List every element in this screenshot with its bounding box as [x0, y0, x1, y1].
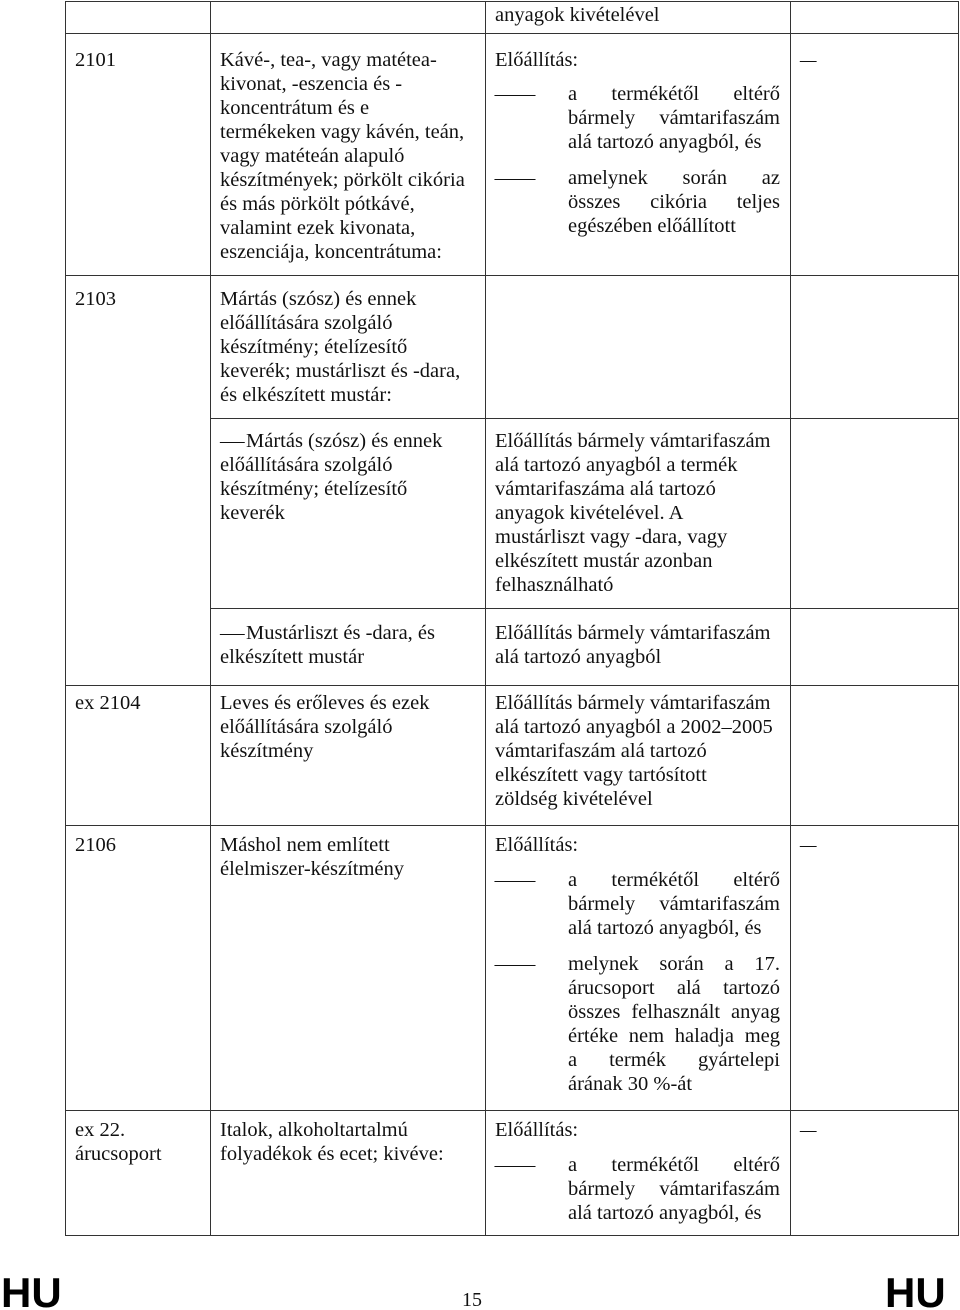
page-number: 15: [462, 1289, 482, 1310]
description-line: valamint ezek kivonata,: [220, 217, 416, 239]
rule-line: a termékétől eltérő: [568, 1154, 780, 1176]
table-row-2103: [65, 276, 959, 686]
description-line: készítmény; ételízesítő: [220, 478, 408, 500]
rule-line: elkészített mustár azonban: [495, 550, 713, 572]
description-line: keverék: [220, 502, 285, 524]
language-code-left: HU: [1, 1269, 62, 1310]
description-line: folyadékok és ecet; kivéve:: [220, 1143, 444, 1165]
subrow-description: [220, 429, 442, 525]
table-row-ex-22: [65, 1111, 959, 1236]
description-line: Mustárliszt és -dara, és: [246, 622, 435, 644]
tariff-code: ex 2104: [75, 692, 141, 714]
rule-line: a termékétől eltérő: [568, 869, 780, 891]
rule-line: egészében előállított: [568, 215, 736, 237]
rule-list-item: [495, 868, 780, 940]
description-line: Mártás (szósz) és ennek: [220, 288, 417, 310]
description-line: élelmiszer-készítmény: [220, 858, 405, 880]
description-line: Máshol nem említett: [220, 834, 390, 856]
rule-list-item: [495, 952, 780, 1096]
list-dash: –: [495, 953, 535, 975]
rule-line: alá tartozó anyagból, és: [568, 917, 762, 939]
rule-line: felhasználható: [495, 574, 614, 596]
rule-line: árucsoport alá tartozó: [568, 977, 780, 999]
origin-rule-cell: [485, 826, 790, 1110]
alternative-rule: –: [800, 834, 817, 856]
rule-line: alá tartozó anyagból, és: [568, 1202, 762, 1224]
origin-rule-cell: [485, 686, 790, 825]
rule-line: alá tartozó anyagból, és: [568, 131, 762, 153]
tariff-code-cell: [65, 2, 210, 33]
rule-line: a termékétől eltérő: [568, 83, 780, 105]
rule-line: anyagok kivételével: [495, 4, 660, 26]
list-dash: —: [220, 430, 245, 452]
list-dash: –: [495, 83, 535, 105]
description-line: előállítására szolgáló: [220, 312, 393, 334]
description-line: termékeken vagy kávén, teán,: [220, 121, 465, 143]
list-dash: –: [495, 869, 535, 891]
tariff-code-cell: [65, 826, 210, 1110]
rule-line: vámtarifaszáma alá tartozó: [495, 478, 716, 500]
tariff-code: árucsoport: [75, 1143, 162, 1165]
description-line: előállítására szolgáló: [220, 716, 393, 738]
tariff-code: 2103: [75, 288, 116, 310]
rule-heading: Előállítás:: [495, 834, 579, 856]
description-line: Kávé-, tea-, vagy matétea-: [220, 49, 437, 71]
rule-line: bármely vámtarifaszám: [568, 107, 780, 129]
description-line: keverék; mustárliszt és -dara,: [220, 360, 461, 382]
description-line: koncentrátum és e: [220, 97, 370, 119]
description-line: készítmények; pörkölt cikória: [220, 169, 465, 191]
list-dash: —: [220, 622, 245, 644]
rule-list-item: [495, 166, 780, 238]
rule-line: alá tartozó anyagból a 2002–2005: [495, 716, 773, 738]
tariff-code-cell: [65, 1111, 210, 1235]
alternative-rule-cell: [790, 276, 959, 685]
tariff-code: 2101: [75, 49, 116, 71]
rule-line: anyagok kivételével. A: [495, 502, 684, 524]
rule-heading: Előállítás:: [495, 1119, 579, 1141]
rule-line: amelynek során az: [568, 167, 780, 189]
description-cell: [210, 1111, 485, 1235]
alternative-rule-cell: [790, 686, 959, 825]
rule-line: vámtarifaszám alá tartozó: [495, 740, 707, 762]
alternative-rule: –: [800, 49, 817, 71]
rule-line: a termék gyártelepi: [568, 1049, 780, 1071]
rule-list-item: [495, 1153, 780, 1225]
description-line: és elkészített mustár:: [220, 384, 392, 406]
alternative-rule: –: [800, 1119, 817, 1141]
alternative-rule-cell: [790, 2, 959, 33]
description-line: elkészített mustár: [220, 646, 365, 668]
origin-rule-cell: [485, 1111, 790, 1235]
rule-line: alá tartozó anyagból: [495, 646, 662, 668]
alternative-rule-cell: [790, 34, 959, 275]
rule-line: elkészített vagy tartósított: [495, 764, 707, 786]
table-row-continuation: [65, 1, 959, 34]
rule-line: alá tartozó anyagból a termék: [495, 454, 738, 476]
description-line: készítmény; ételízesítő: [220, 336, 408, 358]
rule-line: bármely vámtarifaszám: [568, 1178, 780, 1200]
language-code-right: HU: [885, 1269, 946, 1310]
alternative-rule-cell: [790, 826, 959, 1110]
origin-rule-cell: [485, 2, 790, 33]
description-line: vagy matéteán alapuló: [220, 145, 405, 167]
description-cell: [210, 276, 485, 685]
tariff-code-cell: [65, 34, 210, 275]
tariff-code: 2106: [75, 834, 116, 856]
description-line: eszenciája, koncentrátuma:: [220, 241, 442, 263]
rule-line: Előállítás bármely vámtarifaszám: [495, 430, 771, 452]
subrow-divider: [210, 608, 959, 609]
description-line: előállítására szolgáló: [220, 454, 393, 476]
rule-line: értéke nem haladja meg: [568, 1025, 780, 1047]
rule-list-item: [495, 82, 780, 154]
tariff-code-cell: [65, 686, 210, 825]
subrow-description: [220, 621, 435, 669]
rule-line: mustárliszt vagy -dara, vagy: [495, 526, 728, 548]
table-row-2101: [65, 34, 959, 276]
origin-rule-cell: [485, 276, 790, 685]
rule-heading: Előállítás:: [495, 49, 579, 71]
table-row-2106: [65, 826, 959, 1111]
description-cell: [210, 34, 485, 275]
rule-line: melynek során a 17.: [568, 953, 780, 975]
list-dash: –: [495, 167, 535, 189]
subrow-rule: [495, 621, 771, 669]
list-dash: –: [495, 1154, 535, 1176]
alternative-rule-cell: [790, 1111, 959, 1235]
description-cell: [210, 2, 485, 33]
tariff-code: ex 22.: [75, 1119, 126, 1141]
table-row-ex-2104: [65, 686, 959, 826]
subrow-divider: [210, 418, 959, 419]
rule-line: összes felhasznált anyag: [568, 1001, 780, 1023]
description-line: készítmény: [220, 740, 314, 762]
rule-line: bármely vámtarifaszám: [568, 893, 780, 915]
description-cell: [210, 826, 485, 1110]
origin-rule-cell: [485, 34, 790, 275]
rule-line: árának 30 %-át: [568, 1073, 693, 1095]
description-line: Leves és erőleves és ezek: [220, 692, 430, 714]
rule-line: zöldség kivételével: [495, 788, 653, 810]
description-line: és más pörkölt pótkávé,: [220, 193, 415, 215]
subrow-rule: [495, 429, 771, 597]
description-line: kivonat, -eszencia és -: [220, 73, 403, 95]
description-line: Mártás (szósz) és ennek: [246, 430, 443, 452]
description-line: Italok, alkoholtartalmú: [220, 1119, 408, 1141]
rule-line: Előállítás bármely vámtarifaszám: [495, 692, 771, 714]
description-cell: [210, 686, 485, 825]
rule-line: összes cikória teljes: [568, 191, 780, 213]
tariff-code-cell: [65, 276, 210, 685]
rule-line: Előállítás bármely vámtarifaszám: [495, 622, 771, 644]
